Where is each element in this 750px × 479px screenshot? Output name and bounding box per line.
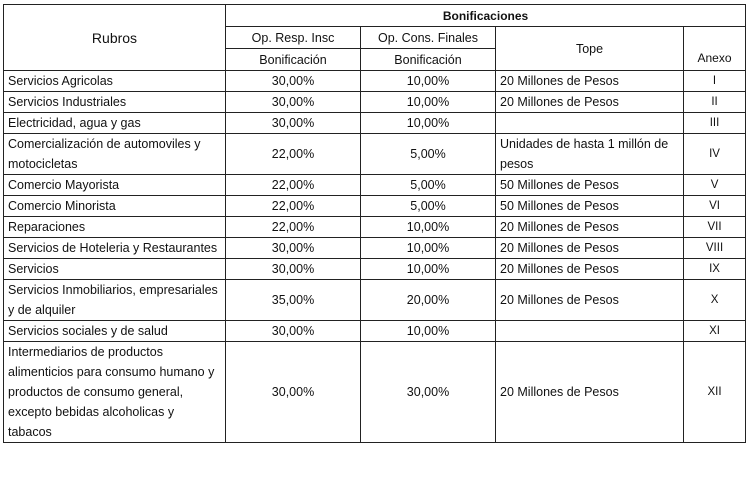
op-cons-finales-cell: 30,00% xyxy=(361,342,496,443)
rubros-header: Rubros xyxy=(4,5,226,71)
anexo-cell: I xyxy=(684,71,746,92)
op-resp-insc-header: Op. Resp. Insc xyxy=(226,27,361,49)
op-cons-finales-cell: 10,00% xyxy=(361,71,496,92)
op-cons-finales-cell: 10,00% xyxy=(361,321,496,342)
tope-cell: 50 Millones de Pesos xyxy=(496,175,684,196)
anexo-header: Anexo xyxy=(684,27,746,71)
op-resp-insc-cell: 30,00% xyxy=(226,71,361,92)
tope-cell: Unidades de hasta 1 millón de pesos xyxy=(496,134,684,175)
op-cons-finales-cell: 10,00% xyxy=(361,92,496,113)
anexo-cell: VI xyxy=(684,196,746,217)
table-row xyxy=(4,280,746,321)
rubro-cell: Servicios sociales y de salud xyxy=(4,321,226,342)
table-row xyxy=(4,259,746,280)
op-resp-insc-cell: 30,00% xyxy=(226,92,361,113)
anexo-cell: IV xyxy=(684,134,746,175)
table-row xyxy=(4,175,746,196)
table-row xyxy=(4,71,746,92)
table-row xyxy=(4,238,746,259)
op-resp-insc-cell: 30,00% xyxy=(226,342,361,443)
tope-cell: 20 Millones de Pesos xyxy=(496,342,684,443)
tope-cell: 20 Millones de Pesos xyxy=(496,238,684,259)
rubro-cell: Servicios xyxy=(4,259,226,280)
header-row-1 xyxy=(4,5,746,27)
table-row xyxy=(4,321,746,342)
rubro-cell: Comercialización de automoviles y motocicletas xyxy=(4,134,226,175)
tope-cell: 20 Millones de Pesos xyxy=(496,259,684,280)
table-row xyxy=(4,342,746,443)
op-resp-insc-cell: 35,00% xyxy=(226,280,361,321)
table-row xyxy=(4,134,746,175)
op-cons-finales-cell: 5,00% xyxy=(361,134,496,175)
rubro-cell: Servicios Agricolas xyxy=(4,71,226,92)
rubro-cell: Comercio Minorista xyxy=(4,196,226,217)
op-cons-finales-cell: 10,00% xyxy=(361,238,496,259)
tope-cell: 20 Millones de Pesos xyxy=(496,217,684,238)
op-resp-insc-cell: 22,00% xyxy=(226,196,361,217)
rubro-cell: Comercio Mayorista xyxy=(4,175,226,196)
table-row xyxy=(4,92,746,113)
bonificaciones-table xyxy=(3,4,746,443)
tope-header: Tope xyxy=(496,27,684,71)
anexo-cell: X xyxy=(684,280,746,321)
op-resp-insc-cell: 22,00% xyxy=(226,175,361,196)
tope-cell: 20 Millones de Pesos xyxy=(496,280,684,321)
rubro-cell: Intermediarios de productos alimenticios para consumo humano y productos de consumo general, excepto bebidas alcoholicas y tabacos xyxy=(4,342,226,443)
bonificaciones-header: Bonificaciones xyxy=(226,5,746,27)
rubro-cell: Servicios Inmobiliarios, empresariales y de alquiler xyxy=(4,280,226,321)
op-resp-insc-cell: 30,00% xyxy=(226,113,361,134)
op-resp-insc-cell: 30,00% xyxy=(226,259,361,280)
tope-cell: 50 Millones de Pesos xyxy=(496,196,684,217)
op-cons-finales-cell: 10,00% xyxy=(361,217,496,238)
anexo-cell: II xyxy=(684,92,746,113)
op-cons-finales-cell: 5,00% xyxy=(361,196,496,217)
tope-cell xyxy=(496,113,684,134)
tope-cell: 20 Millones de Pesos xyxy=(496,71,684,92)
rubro-cell: Servicios Industriales xyxy=(4,92,226,113)
table-body xyxy=(4,71,746,443)
rubro-cell: Electricidad, agua y gas xyxy=(4,113,226,134)
anexo-cell: VIII xyxy=(684,238,746,259)
table-row xyxy=(4,113,746,134)
op-resp-insc-cell: 30,00% xyxy=(226,238,361,259)
op-resp-insc-cell: 22,00% xyxy=(226,134,361,175)
anexo-cell: IX xyxy=(684,259,746,280)
op-cons-finales-header: Op. Cons. Finales xyxy=(361,27,496,49)
bonificacion-header-2: Bonificación xyxy=(361,49,496,71)
rubro-cell: Reparaciones xyxy=(4,217,226,238)
tope-cell: 20 Millones de Pesos xyxy=(496,92,684,113)
tope-cell xyxy=(496,321,684,342)
op-cons-finales-cell: 10,00% xyxy=(361,259,496,280)
op-cons-finales-cell: 20,00% xyxy=(361,280,496,321)
rubro-cell: Servicios de Hoteleria y Restaurantes xyxy=(4,238,226,259)
op-resp-insc-cell: 30,00% xyxy=(226,321,361,342)
op-cons-finales-cell: 10,00% xyxy=(361,113,496,134)
op-resp-insc-cell: 22,00% xyxy=(226,217,361,238)
table-row xyxy=(4,196,746,217)
anexo-cell: V xyxy=(684,175,746,196)
table-row xyxy=(4,217,746,238)
anexo-cell: III xyxy=(684,113,746,134)
anexo-cell: XII xyxy=(684,342,746,443)
anexo-cell: VII xyxy=(684,217,746,238)
anexo-cell: XI xyxy=(684,321,746,342)
op-cons-finales-cell: 5,00% xyxy=(361,175,496,196)
bonificacion-header-1: Bonificación xyxy=(226,49,361,71)
